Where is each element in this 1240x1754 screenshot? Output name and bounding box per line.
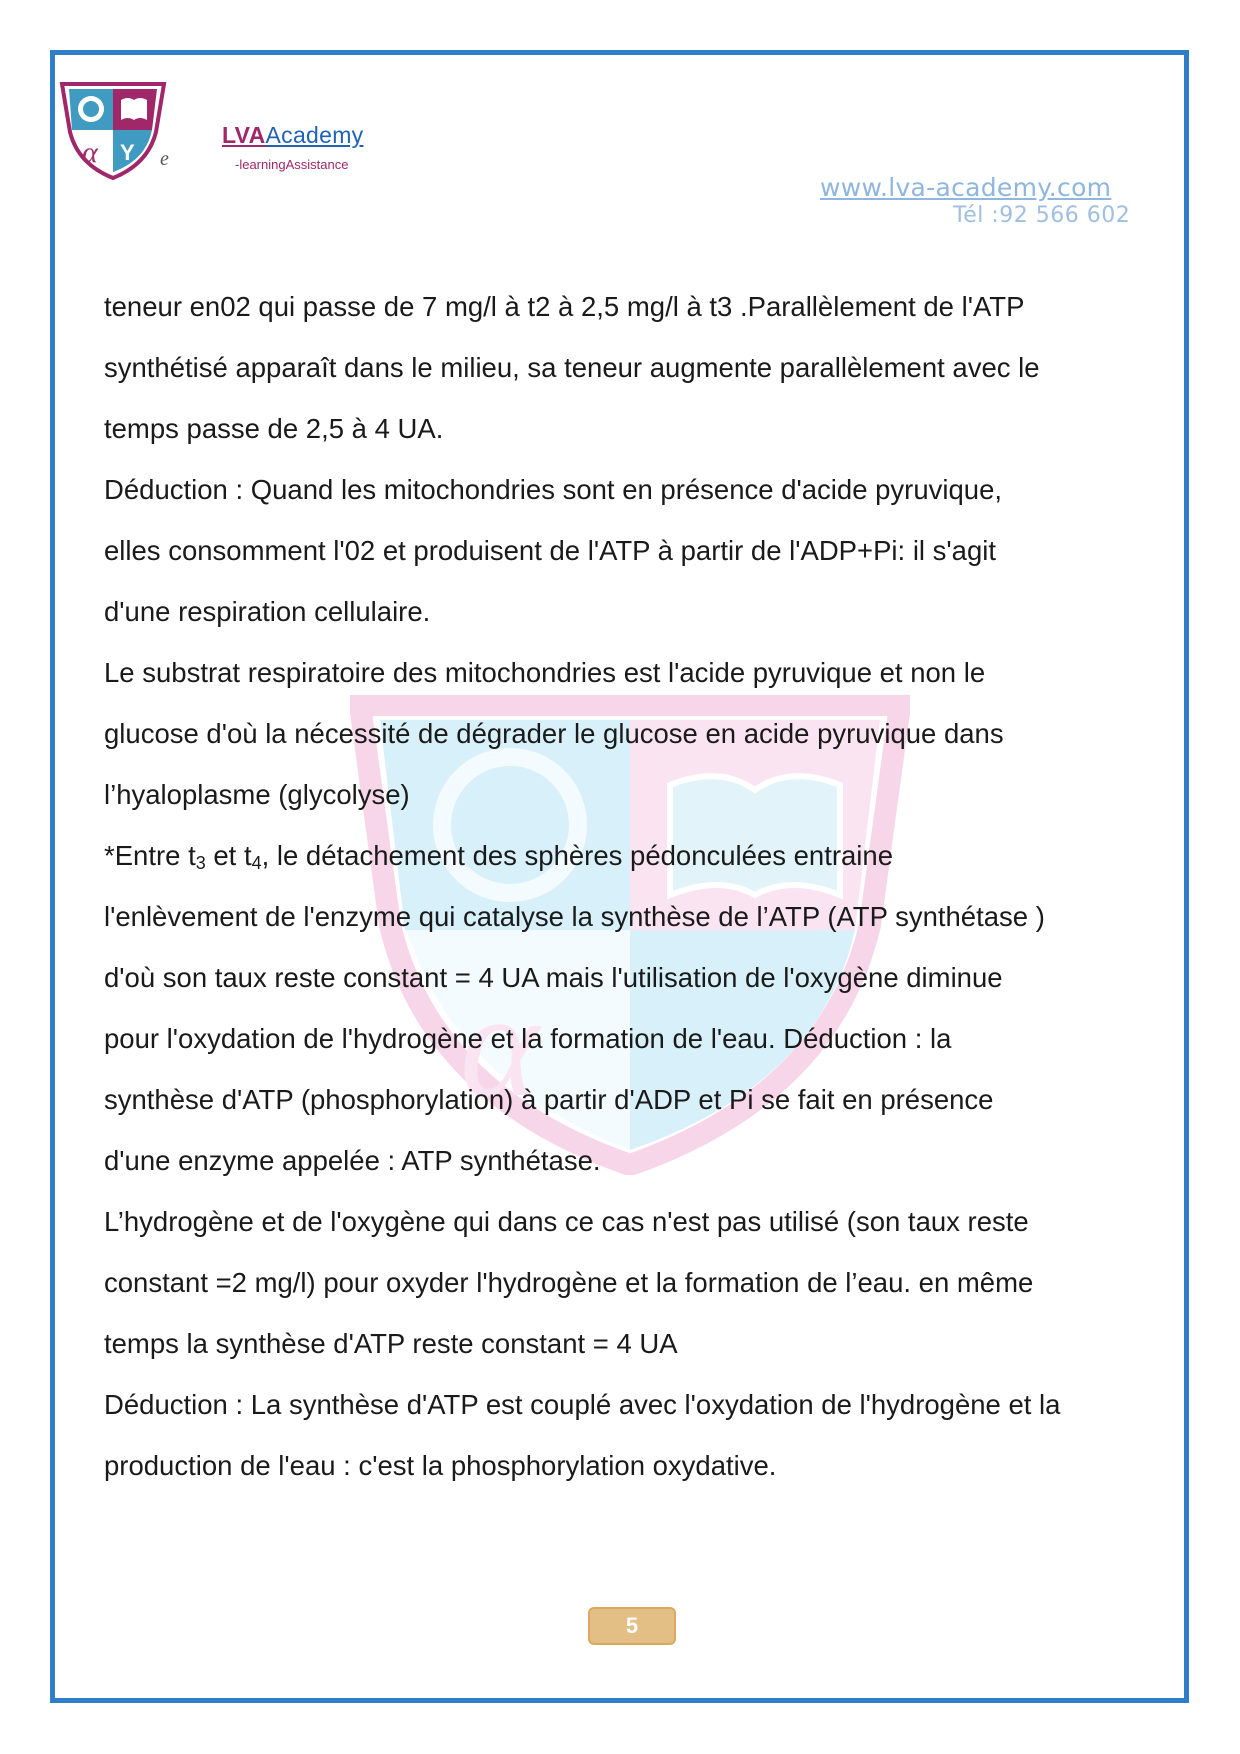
text-line: synthèse d'ATP (phosphorylation) à partir d'ADP et Pi se fait en présence <box>104 1084 994 1115</box>
text-fragment: , le détachement des sphères pédonculées entraine <box>261 840 894 871</box>
text-line: glucose d'où la nécessité de dégrader le glucose en acide pyruvique dans <box>104 718 1004 749</box>
svg-text:Y: Y <box>120 140 135 165</box>
brand-academy: Academy <box>265 122 364 148</box>
e-mark: e <box>160 148 169 170</box>
text-line: temps passe de 2,5 à 4 UA. <box>104 413 444 444</box>
text-line: L’hydrogène et de l'oxygène qui dans ce cas n'est pas utilisé (son taux reste <box>104 1206 1029 1237</box>
text-fragment: et t <box>205 840 252 871</box>
text-line: l’hyaloplasme (glycolyse) <box>104 779 410 810</box>
text-line: d'une enzyme appelée : ATP synthétase. <box>104 1145 601 1176</box>
text-line: synthétisé apparaît dans le milieu, sa teneur augmente parallèlement avec le <box>104 352 1040 383</box>
brand-tagline: -learningAssistance <box>235 157 349 172</box>
subscript: 3 <box>195 853 206 873</box>
text-line: production de l'eau : c'est la phosphorylation oxydative. <box>104 1450 777 1481</box>
shield-logo-icon <box>58 80 168 180</box>
text-line: pour l'oxydation de l'hydrogène et la formation de l'eau. Déduction : la <box>104 1023 952 1054</box>
text-line: teneur en02 qui passe de 7 mg/l à t2 à 2,5 mg/l à t3 .Parallèlement de l'ATP <box>104 291 1025 322</box>
brand-name[interactable] <box>222 122 363 149</box>
text-line: l'enlèvement de l'enzyme qui catalyse la synthèse de l’ATP (ATP synthétase ) <box>104 901 1045 932</box>
text-line: Le substrat respiratoire des mitochondries est l'acide pyruvique et non le <box>104 657 986 688</box>
phone-number: Tél :92 566 602 <box>953 203 1131 228</box>
text-line: Déduction : La synthèse d'ATP est couplé avec l'oxydation de l'hydrogène et la <box>104 1389 1061 1420</box>
text-fragment: *Entre t <box>104 840 196 871</box>
text-line: elles consomment l'02 et produisent de l'ATP à partir de l'ADP+Pi: il s'agit <box>104 535 997 566</box>
subscript: 4 <box>251 853 262 873</box>
website-link[interactable]: www.lva-academy.com <box>820 173 1112 202</box>
body-text <box>104 276 1179 1496</box>
text-line: constant =2 mg/l) pour oxyder l'hydrogène et la formation de l’eau. en même <box>104 1267 1034 1298</box>
text-line <box>104 825 1179 886</box>
svg-text:α: α <box>82 136 98 169</box>
text-line: Déduction : Quand les mitochondries sont en présence d'acide pyruvique, <box>104 474 1003 505</box>
page-number: 5 <box>588 1607 676 1645</box>
text-line: temps la synthèse d'ATP reste constant = 4 UA <box>104 1328 678 1359</box>
svg-text:α: α <box>460 962 539 1128</box>
brand-lva: LVA <box>222 122 266 148</box>
text-line: d'une respiration cellulaire. <box>104 596 431 627</box>
text-line: d'où son taux reste constant = 4 UA mais l'utilisation de l'oxygène diminue <box>104 962 1003 993</box>
